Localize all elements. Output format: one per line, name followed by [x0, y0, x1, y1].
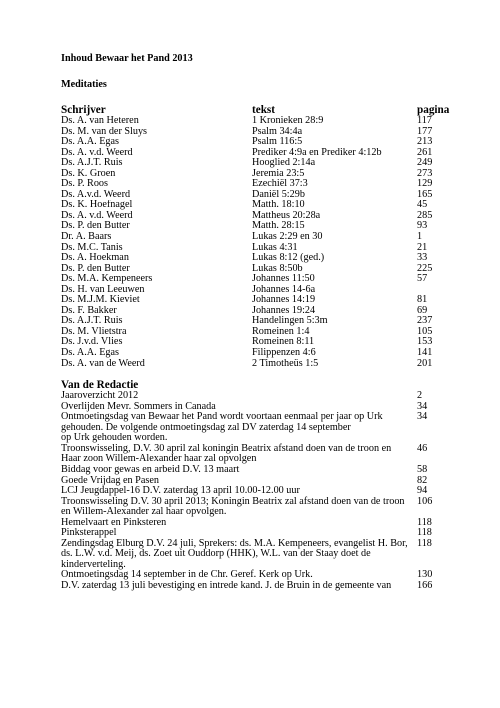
table-row: [61, 116, 461, 127]
entry-line: Troonswisseling, D.V. 30 april zal koningin Beatrix afstand doen van de troon en: [61, 442, 392, 454]
section-title-meditaties: Meditaties: [61, 79, 107, 90]
table-row: [61, 232, 461, 243]
meditaties-list: [61, 116, 461, 369]
cell-page: 153: [417, 336, 433, 348]
entry-page: 82: [417, 474, 428, 486]
list-item: [61, 539, 461, 571]
list-item: [61, 412, 461, 444]
entry-line: Biddag voor gewas en arbeid D.V. 13 maart: [61, 463, 240, 475]
entry-line: gehouden. De volgende ontmoetingsdag zal DV zaterdag 14 september: [61, 421, 351, 433]
entry-page: 118: [417, 516, 432, 528]
cell-page: 45: [417, 199, 428, 211]
cell-page: 165: [417, 188, 433, 200]
table-row: [61, 285, 461, 296]
list-item: [61, 518, 461, 529]
cell-author: Ds. F. Bakker: [61, 305, 117, 316]
table-header: [61, 104, 461, 116]
cell-author: Ds. M.J.M. Kieviet: [61, 295, 140, 306]
cell-page: 177: [417, 125, 433, 137]
list-item: [61, 581, 461, 592]
table-row: [61, 158, 461, 169]
cell-text: Romeinen 8:11: [252, 337, 315, 348]
entry-text: [61, 444, 417, 465]
cell-text: Matth. 28:15: [252, 221, 305, 232]
cell-author: Ds. A. v.d. Weerd: [61, 147, 133, 158]
cell-page: 237: [417, 315, 433, 327]
cell-page: 225: [417, 262, 433, 274]
cell-author: Ds. A. v.d. Weerd: [61, 210, 133, 221]
cell-text: Johannes 19:24: [252, 305, 316, 316]
entry-line: Troonswisseling D.V. 30 april 2013; Koningin Beatrix zal afstand doen van de troon: [61, 495, 405, 507]
document-title: Inhoud Bewaar het Pand 2013: [61, 53, 193, 64]
entry-text: [61, 497, 417, 518]
entry-text: [61, 539, 417, 571]
table-row: [61, 169, 461, 180]
cell-page: 93: [417, 220, 428, 232]
cell-page: 117: [417, 115, 432, 126]
entry-line: Overlijden Mevr. Sommers in Canada: [61, 400, 216, 412]
entry-line: Zendingsdag Elburg D.V. 24 juli, Sprekers: ds. M.A. Kempeneers, evangelist H. Bor,: [61, 537, 408, 549]
cell-text: Prediker 4:9a en Prediker 4:12b: [252, 147, 382, 158]
entry-line: Pinksterappel: [61, 527, 117, 539]
entry-page: 34: [417, 400, 428, 412]
entry-line: LCJ Jeugdappel-16 D.V. zaterdag 13 april 10.00-12.00 uur: [61, 485, 300, 497]
table-row: [61, 295, 461, 306]
table-row: [61, 337, 461, 348]
table-row: [61, 306, 461, 317]
entry-line: Ontmoetingsdag 14 september in de Chr. Geref. Kerk op Urk.: [61, 569, 313, 581]
table-row: [61, 179, 461, 190]
entry-page: 106: [417, 495, 433, 507]
entry-text: [61, 465, 417, 476]
cell-author: Ds. A. Hoekman: [61, 253, 129, 264]
cell-text: Ezechiël 37:3: [252, 179, 308, 190]
cell-page: 1: [417, 231, 423, 243]
cell-author: Ds. H. van Leeuwen: [61, 284, 145, 295]
table-row: [61, 148, 461, 159]
cell-page: 249: [417, 157, 433, 169]
cell-author: Ds. M. van der Sluys: [61, 126, 148, 137]
cell-author: Ds. M. Vlietstra: [61, 326, 127, 337]
table-row: [61, 348, 461, 359]
table-row: [61, 316, 461, 327]
table-row: [61, 327, 461, 338]
cell-text: Matth. 18:10: [252, 200, 305, 211]
entry-text: [61, 486, 417, 497]
entry-page: 118: [417, 537, 432, 549]
cell-author: Ds. A. van de Weerd: [61, 358, 145, 369]
entry-page: 130: [417, 569, 433, 581]
entry-page: 118: [417, 527, 432, 539]
cell-page: 129: [417, 178, 433, 190]
entry-page: 34: [417, 411, 428, 423]
cell-text: Lukas 8:12 (ged.): [252, 253, 325, 264]
cell-text: Hooglied 2:14a: [252, 158, 316, 169]
cell-page: 285: [417, 209, 433, 221]
cell-author: Ds. J.v.d. Vlies: [61, 337, 123, 348]
cell-text: 1 Kronieken 28:9: [252, 116, 324, 126]
cell-author: Ds. P. Roos: [61, 179, 108, 190]
entry-text: [61, 581, 417, 592]
cell-page: 261: [417, 146, 433, 158]
cell-author: Ds. K. Groen: [61, 168, 116, 179]
cell-page: 33: [417, 252, 428, 264]
cell-author: Ds. A.A. Egas: [61, 348, 120, 359]
header-page: pagina: [417, 104, 450, 116]
cell-text: Filippenzen 4:6: [252, 348, 316, 359]
table-row: [61, 274, 461, 285]
cell-text: Johannes 11:50: [252, 274, 315, 285]
table-row: [61, 127, 461, 138]
table-row: [61, 190, 461, 201]
cell-page: 201: [417, 357, 433, 369]
entry-line: Jaaroverzicht 2012: [61, 390, 139, 402]
cell-text: Psalm 34:4a: [252, 126, 303, 137]
cell-author: Ds. A.A. Egas: [61, 137, 120, 148]
cell-author: Ds. K. Hoefnagel: [61, 200, 133, 211]
cell-text: Lukas 8:50b: [252, 263, 303, 274]
cell-author: Ds. A.J.T. Ruis: [61, 158, 123, 169]
entry-line: en Willem-Alexander zal haar opvolgen.: [61, 506, 227, 518]
cell-author: Dr. A. Baars: [61, 232, 112, 243]
cell-text: Psalm 116:5: [252, 137, 303, 148]
table-row: [61, 221, 461, 232]
table-row: [61, 200, 461, 211]
header-text: tekst: [252, 104, 275, 116]
cell-page: 141: [417, 347, 433, 359]
cell-page: 57: [417, 273, 428, 285]
table-row: [61, 253, 461, 264]
entry-line: op Urk gehouden worden.: [61, 432, 168, 444]
cell-page: 69: [417, 304, 428, 316]
list-item: [61, 444, 461, 465]
cell-text: Romeinen 1:4: [252, 326, 310, 337]
redactie-list: [61, 391, 461, 591]
cell-text: Johannes 14-6a: [252, 284, 316, 295]
entry-line: Haar zoon Willem-Alexander haar zal opvolgen: [61, 453, 257, 465]
entry-page: 2: [417, 390, 423, 402]
cell-author: Ds. A.J.T. Ruis: [61, 316, 123, 327]
section-title-redactie: Van de Redactie: [61, 379, 139, 392]
table-row: [61, 211, 461, 222]
cell-text: Lukas 2:29 en 30: [252, 232, 323, 243]
table-row: [61, 359, 461, 370]
list-item: [61, 497, 461, 518]
cell-text: Daniël 5:29b: [252, 189, 305, 200]
cell-page: 273: [417, 167, 433, 179]
header-author: Schrijver: [61, 104, 106, 116]
entry-page: 46: [417, 442, 428, 454]
cell-page: 213: [417, 136, 433, 148]
entry-line: Goede Vrijdag en Pasen: [61, 474, 159, 486]
cell-text: Handelingen 5:3m: [252, 316, 328, 327]
document-page: [61, 54, 461, 592]
cell-author: Ds. M.A. Kempeneers: [61, 274, 153, 285]
cell-text: Lukas 4:31: [252, 242, 298, 253]
entry-page: 166: [417, 579, 433, 591]
cell-author: Ds. A.v.d. Weerd: [61, 189, 131, 200]
entry-line: Hemelvaart en Pinksteren: [61, 516, 167, 528]
cell-author: Ds. M.C. Tanis: [61, 242, 123, 253]
entry-line: kinderverteling.: [61, 558, 126, 570]
entry-text: [61, 412, 417, 444]
entry-line: ds. L.W. v.d. Meij, ds. Zoet uit Ouddorp (HHK), W.L. van der Staay doet de: [61, 548, 371, 560]
cell-page: 21: [417, 241, 428, 253]
entry-line: Ontmoetingsdag van Bewaar het Pand wordt voortaan eenmaal per jaar op Urk: [61, 411, 383, 423]
entry-page: 58: [417, 463, 428, 475]
list-item: [61, 486, 461, 497]
entry-line: D.V. zaterdag 13 juli bevestiging en intrede kand. J. de Bruin in de gemeente van: [61, 579, 392, 591]
cell-text: Johannes 14:19: [252, 295, 316, 306]
cell-text: Jeremia 23:5: [252, 168, 305, 179]
cell-author: Ds. A. van Heteren: [61, 116, 139, 126]
cell-author: Ds. P. den Butter: [61, 263, 130, 274]
cell-author: Ds. P. den Butter: [61, 221, 130, 232]
table-row: [61, 243, 461, 254]
cell-text: 2 Timotheüs 1:5: [252, 358, 319, 369]
cell-text: Mattheus 20:28a: [252, 210, 321, 221]
table-row: [61, 137, 461, 148]
list-item: [61, 465, 461, 476]
entry-page: 94: [417, 485, 428, 497]
cell-page: 105: [417, 325, 433, 337]
table-row: [61, 264, 461, 275]
cell-page: 81: [417, 294, 428, 306]
